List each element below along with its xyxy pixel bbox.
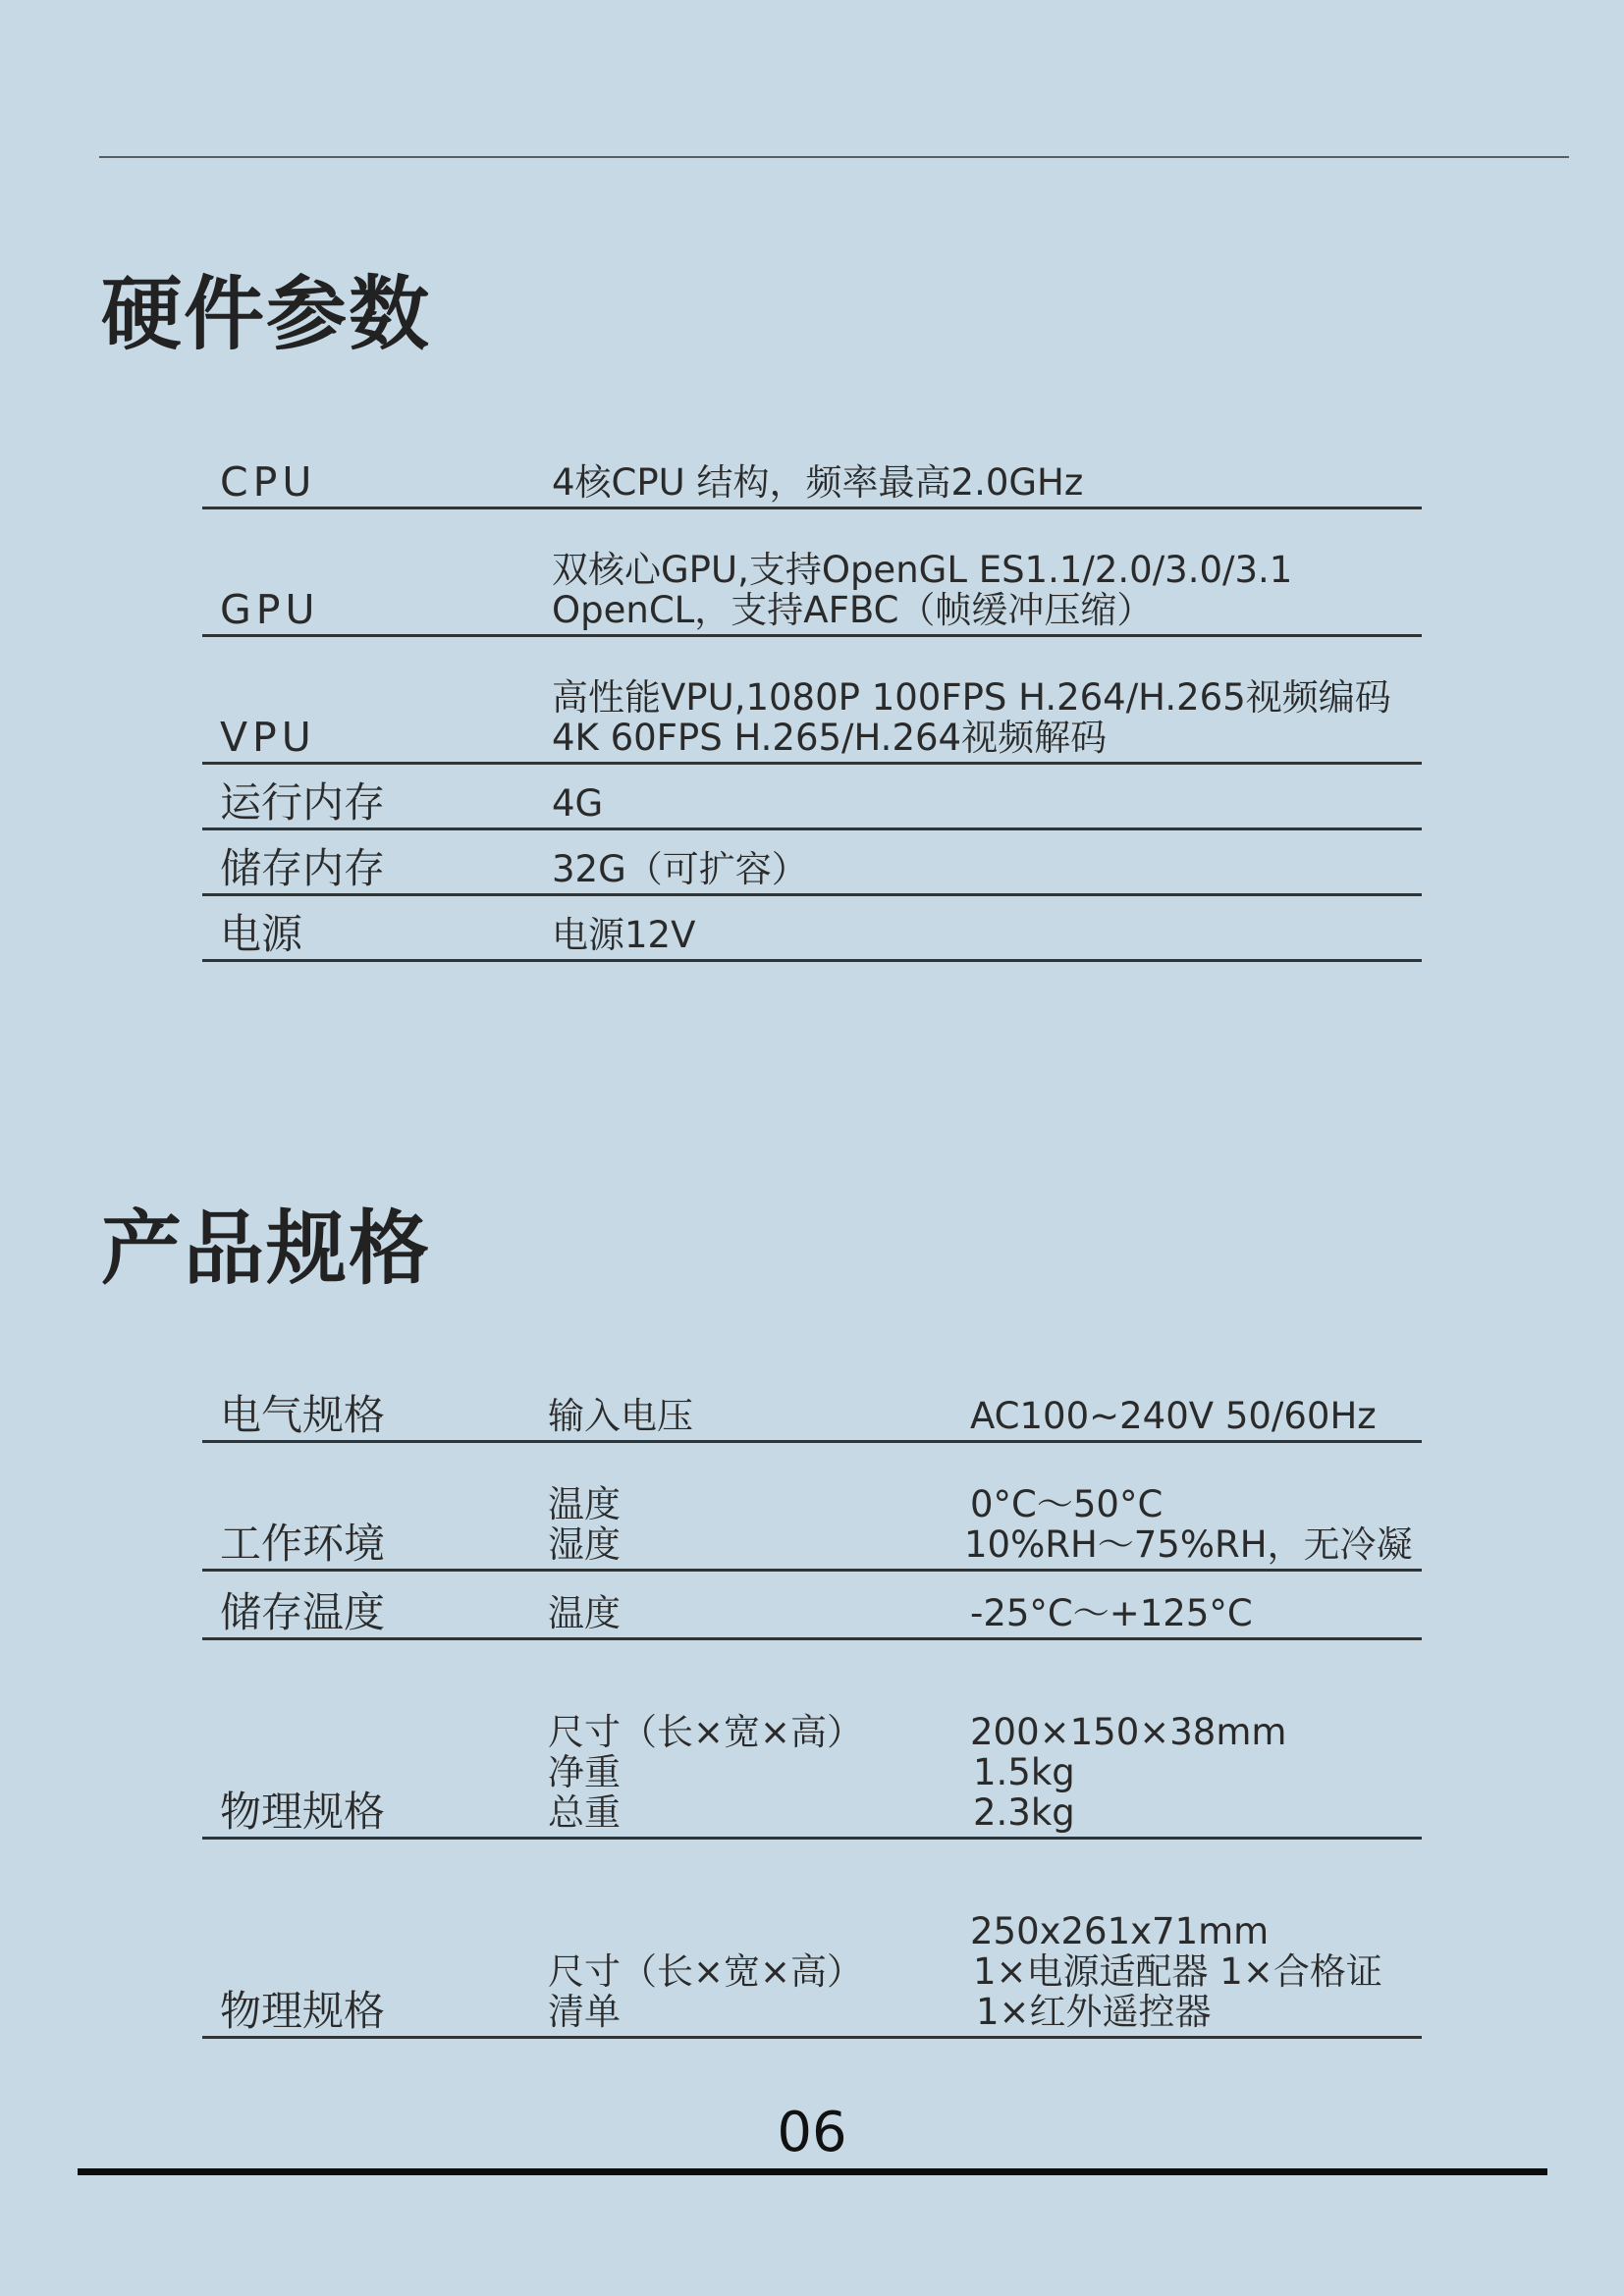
page-number: 06: [777, 2101, 847, 2164]
spec-row-electrical: [202, 1377, 1422, 1443]
spec-row-storage: [202, 830, 1422, 896]
spec-row-packaging: [202, 1840, 1422, 2039]
hardware-spec-table: [202, 422, 1422, 962]
product-spec-table: [202, 1377, 1422, 2039]
spec-value: 250x261x71mm 1×电源适配器 1×合格证 1×红外遥控器: [970, 1910, 1382, 2033]
top-rule: [99, 156, 1569, 158]
spec-row-storage-temp: [202, 1572, 1422, 1640]
spec-item: 输入电压: [548, 1395, 693, 1437]
bottom-rule: [78, 2168, 1547, 2175]
spec-value: 0°C～50°C 10%RH～75%RH，无冷凝: [964, 1483, 1413, 1566]
spec-value: 电源12V: [552, 914, 696, 956]
spec-label: 储存温度: [220, 1588, 386, 1636]
spec-label: 电气规格: [220, 1391, 386, 1439]
spec-row-physical: [202, 1640, 1422, 1840]
spec-value: -25°C～+125°C: [970, 1592, 1253, 1634]
spec-row-gpu: [202, 509, 1422, 637]
spec-label: 运行内存: [220, 778, 386, 827]
spec-value: 高性能VPU,1080P 100FPS H.264/H.265视频编码 4K 60FPS H.265/H.264视频解码: [552, 676, 1391, 759]
spec-row-environment: [202, 1443, 1422, 1572]
spec-value: 4核CPU 结构，频率最高2.0GHz: [552, 461, 1084, 504]
spec-value: AC100~240V 50/60Hz: [970, 1395, 1377, 1437]
spec-label: 储存内存: [220, 844, 386, 892]
spec-label: CPU: [220, 458, 317, 506]
spec-row-power: [202, 896, 1422, 962]
spec-label: 物理规格: [220, 1987, 386, 2035]
spec-item: 尺寸（长×宽×高） 清单: [548, 1950, 864, 2033]
spec-value: 32G（可扩容）: [552, 848, 808, 890]
spec-label: 电源: [220, 910, 303, 958]
spec-row-vpu: [202, 637, 1422, 765]
product-title: 产品规格: [101, 1202, 432, 1296]
spec-label: 工作环境: [220, 1520, 386, 1568]
spec-label: GPU: [220, 586, 320, 633]
spec-row-cpu: [202, 422, 1422, 509]
spec-item: 尺寸（长×宽×高） 净重 总重: [548, 1711, 864, 1834]
spec-label: VPU: [220, 714, 316, 761]
spec-value: 双核心GPU,支持OpenGL ES1.1/2.0/3.0/3.1 OpenCL，支持AFBC（帧缓冲压缩）: [552, 549, 1293, 631]
spec-value: 4G: [552, 782, 604, 825]
spec-row-ram: [202, 765, 1422, 830]
spec-label: 物理规格: [220, 1788, 386, 1836]
spec-value: 200×150×38mm 1.5kg 2.3kg: [970, 1711, 1287, 1834]
hardware-title: 硬件参数: [101, 268, 432, 361]
spec-item: 温度: [548, 1592, 621, 1634]
spec-item: 温度 湿度: [548, 1483, 621, 1566]
